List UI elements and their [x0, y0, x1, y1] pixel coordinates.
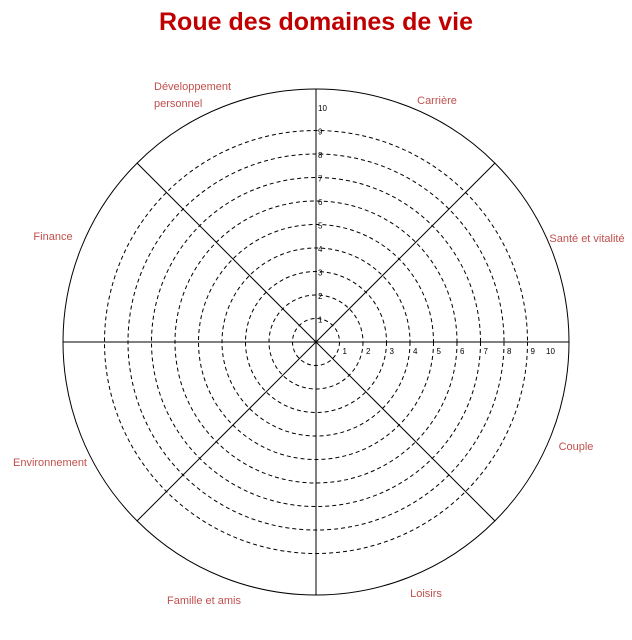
domain-label-line: Santé et vitalité — [549, 233, 625, 245]
tick-label-vertical-3: 3 — [318, 268, 323, 278]
tick-label-horizontal-6: 6 — [460, 347, 465, 356]
domain-label-line: personnel — [154, 98, 203, 110]
domain-label-environnement — [13, 457, 87, 469]
domain-label-sante — [549, 233, 624, 245]
tick-label-horizontal-3: 3 — [389, 347, 394, 356]
tick-label-horizontal-10: 10 — [546, 347, 555, 356]
tick-label-horizontal-4: 4 — [413, 347, 418, 356]
page-title: Roue des domaines de vie — [159, 8, 473, 36]
domain-label-line: Carrière — [417, 95, 457, 107]
tick-label-horizontal-1: 1 — [342, 347, 347, 356]
domain-label-finance — [33, 231, 72, 243]
domain-label-famille — [167, 595, 241, 607]
tick-label-vertical-9: 9 — [318, 127, 323, 137]
tick-label-vertical-10: 10 — [318, 104, 327, 113]
tick-label-vertical-6: 6 — [318, 198, 323, 207]
domain-label-line: Environnement — [13, 457, 87, 469]
domain-label-line: Développement — [154, 81, 232, 93]
tick-label-horizontal-9: 9 — [530, 347, 535, 356]
domain-label-line: Finance — [33, 231, 73, 243]
tick-label-horizontal-7: 7 — [483, 347, 488, 356]
tick-label-vertical-1: 1 — [318, 315, 323, 325]
tick-label-vertical-5: 5 — [318, 221, 323, 231]
domain-label-line: Couple — [558, 441, 594, 453]
tick-label-vertical-7: 7 — [318, 174, 323, 184]
spoke-7 — [316, 342, 495, 521]
spoke-1 — [316, 163, 495, 342]
domain-label-carriere — [417, 95, 457, 107]
tick-label-vertical-2: 2 — [318, 292, 323, 301]
domain-label-developpement — [154, 81, 231, 110]
tick-label-vertical-4: 4 — [318, 245, 323, 254]
domain-label-line: Famille et amis — [167, 595, 241, 607]
tick-label-horizontal-8: 8 — [507, 347, 512, 356]
domain-label-line: Loisirs — [410, 588, 442, 600]
tick-label-vertical-8: 8 — [318, 151, 323, 160]
spoke-3 — [137, 163, 316, 342]
tick-label-horizontal-5: 5 — [436, 347, 441, 356]
tick-label-horizontal-2: 2 — [366, 347, 371, 356]
spoke-5 — [137, 342, 316, 521]
domain-label-loisirs — [410, 588, 442, 600]
domain-label-couple — [559, 441, 594, 453]
